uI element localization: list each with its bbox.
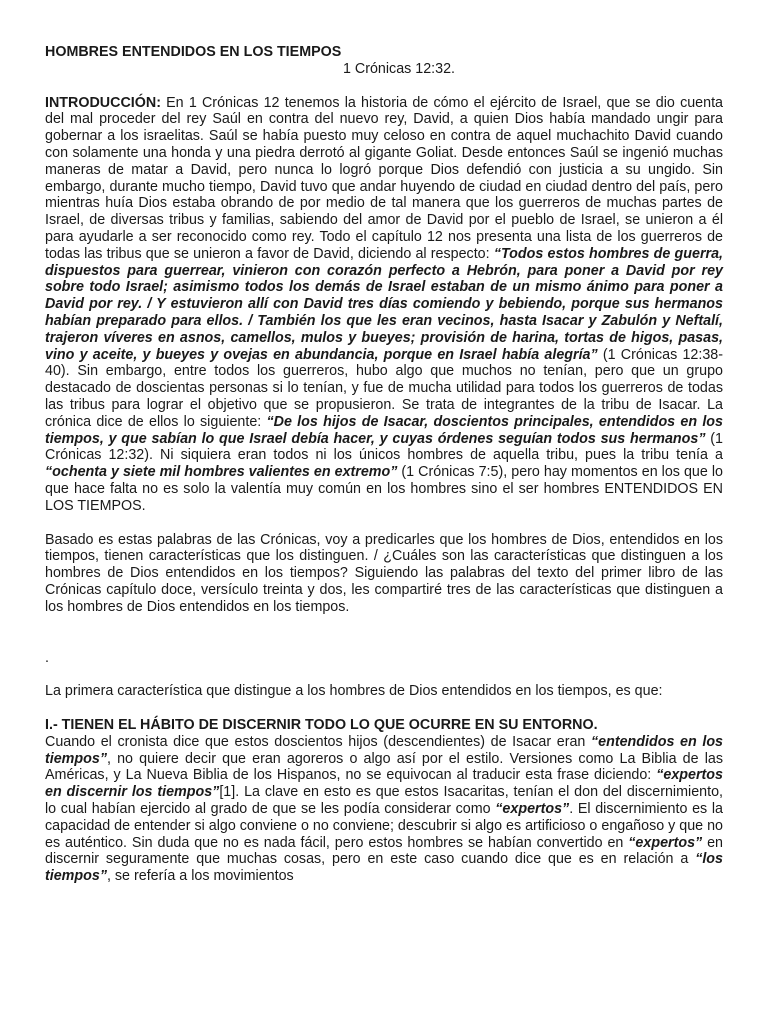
- intro-label: INTRODUCCIÓN:: [45, 94, 161, 111]
- intro-quote-3: “ochenta y siete mil hombres valientes en extremo”: [45, 464, 398, 481]
- section-quote-3: “expertos”: [495, 801, 570, 818]
- section-quote-4: “expertos”: [628, 834, 703, 851]
- spacer: [45, 515, 723, 532]
- intro-text-4: (1 Crónicas 7:5), pero hay momentos en los que lo que hace falta no es solo la valentía muy común en los hombres sino el ser hombres ENTENDIDOS EN LOS TIEMPOS.: [45, 464, 723, 514]
- intro-quote-1: “Todos estos hombres de guerra, dispuestos para guerrear, vinieron con corazón perfecto a Hebrón, para poner a David por rey sobre todo Israel; asimismo todos los demás de Israel estaban de un mismo ánimo para poner a David por rey. / Y estuvieron allí con David tres días comiendo y bebiendo, porque sus hermanos habían preparado para ellos. / También los que les eran vecinos, hasta Isacar y Zabulón y Neftalí, trajeron víveres en asnos, camellos, mulos y bueyes; provisión de harina, tortas de higos, pasas, vino y aceite, y bueyes y ovejas en abundancia, porque en Israel había alegría”: [45, 245, 723, 363]
- section-text-1: Cuando el cronista dice que estos doscientos hijos (descendientes) de Isacar eran: [45, 733, 591, 750]
- section-quote-1: “entendidos en los tiempos”: [45, 733, 723, 767]
- spacer: [45, 700, 723, 717]
- spacer: [45, 616, 723, 650]
- section-text-2: , no quiere decir que eran agoreros o algo así por el estilo. Versiones como La Biblia de las Américas, y La Nueva Biblia de los Hispanos, no se equivocan al traducir esta frase diciendo:: [45, 750, 723, 784]
- scripture-reference: 1 Crónicas 12:32.: [342, 60, 456, 77]
- section-quote-5: “los tiempos”: [45, 851, 723, 885]
- intro-text-3: (1 Crónicas 12:32). Ni siquiera eran todos ni los únicos hombres de aquella tribu, pues la tribu tenía a: [45, 430, 723, 464]
- introduction-paragraph: [45, 95, 723, 515]
- thesis-paragraph: Basado es estas palabras de las Crónicas, voy a predicarles que los hombres de Dios, entendidos en los tiempos, tienen características que los distinguen. / ¿Cuáles son las características que distinguen a los hombres de Dios entendidos en los tiempos? Siguiendo las palabras del texto del primer libro de las Crónicas capítulo doce, versículo treinta y dos, les compartiré tres de las características que distinguen a los hombres de Dios entendidos en los tiempos.: [45, 531, 723, 615]
- section-quote-2: “expertos en discernir los tiempos”: [45, 767, 723, 801]
- spacer: [45, 666, 723, 683]
- transition-paragraph: La primera característica que distingue a los hombres de Dios entendidos en los tiempos, es que:: [45, 683, 663, 700]
- intro-quote-2: “De los hijos de Isacar, doscientos principales, entendidos en los tiempos, y que sabían lo que Israel debía hacer, y cuyas órdenes seguían todos sus hermanos”: [45, 413, 723, 447]
- section-paragraph: [45, 734, 723, 885]
- document-title: HOMBRES ENTENDIDOS EN LOS TIEMPOS: [45, 44, 342, 60]
- intro-text-2: (1 Crónicas 12:38-40). Sin embargo, entre todos los guerreros, hubo algo que muchos no tenían, pero que un grupo destacado de doscientas personas si lo tenían, y fue de mucha utilidad para todos los guerreros de todas las tribus para lograr el objetivo que se propusieron. Se trata de integrantes de la tribu de Isacar. La crónica dice de ellos lo siguiente:: [45, 346, 723, 430]
- section-text-6: , se refería a los movimientos: [106, 868, 294, 885]
- section-heading: I.- TIENEN EL HÁBITO DE DISCERNIR TODO LO QUE OCURRE EN SU ENTORNO.: [45, 717, 598, 734]
- stray-period: .: [45, 649, 49, 666]
- spacer: [45, 78, 723, 95]
- section-text-3: [1]. La clave en esto es que estos Isacaritas, tenían el don del discernimiento, lo cual habían ejercido al grado de que se les podía considerar como: [45, 784, 723, 818]
- intro-text-1: En 1 Crónicas 12 tenemos la historia de cómo el ejército de Israel, que se dio cuenta del mal proceder del rey Saúl en contra del nuevo rey, David, a quien Dios había mandado ungir para gobernar a los israelitas. Saúl se había puesto muy celoso en contra de aquel muchachito David cuando con solamente una honda y una piedra derrotó al gigante Goliat. Desde entonces Saúl se ingenió muchas maneras de matar a David, pero nunca lo logró porque Dios defendió con justicia a su ungido. Sin embargo, durante mucho tiempo, David tuvo que andar huyendo de ciudad en ciudad dentro del país, pero mientras huía Dios estaba obrando de por medio de tal manera que los guerreros de muchas partes de Israel, de diversas tribus y familias, sabiendo del amor de David por el pueblo de Israel, se unieron a él para ayudarle a ser reconocido como rey. Todo el capítulo 12 nos presenta una lista de los guerreros de todas las tribus que se unieron a favor de David, diciendo al respecto:: [45, 94, 723, 262]
- section-text-4: . El discernimiento es la capacidad de entender si algo conviene o no conviene; descubrir si algo es artificioso o engañoso y que no es auténtico. Sin duda que no es nada fácil, pero estos hombres se habían convertido en: [45, 801, 723, 851]
- section-text-5: en discernir seguramente que muchas cosas, pero en este caso cuando dice que es en relación a: [45, 834, 723, 868]
